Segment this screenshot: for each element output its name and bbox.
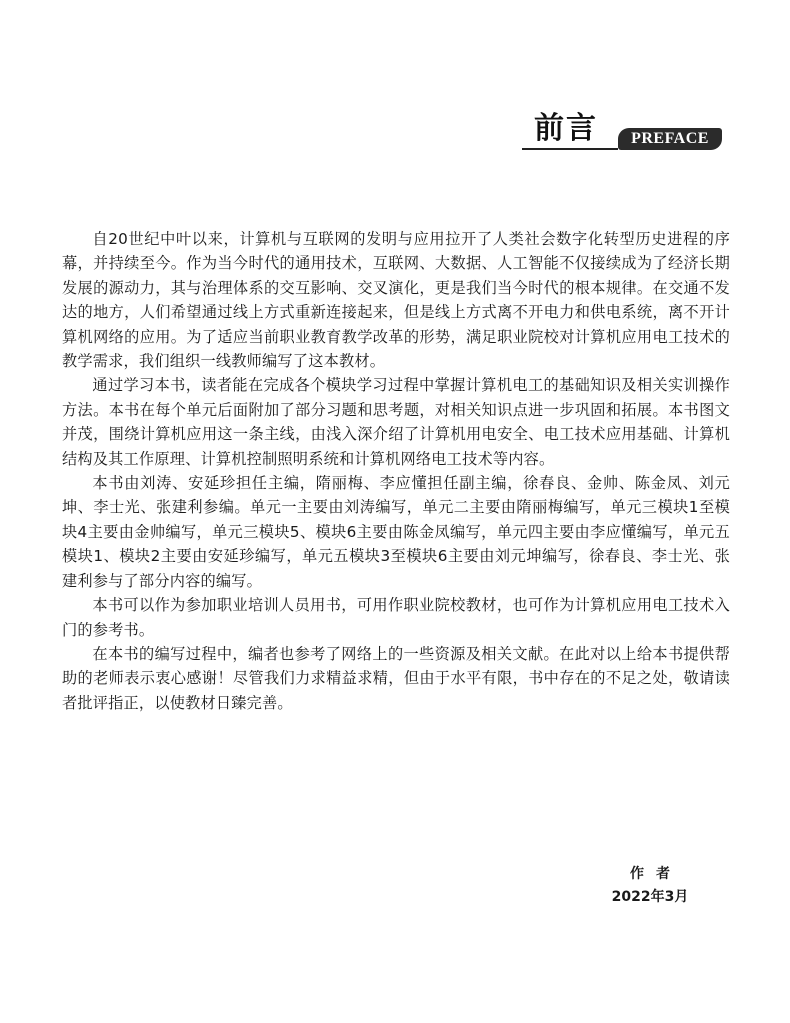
preface-badge: PREFACE: [618, 128, 722, 150]
paragraph-audience: 本书可以作为参加职业培训人员用书，可用作职业院校教材，也可作为计算机应用电工技术入门的参考书。: [62, 596, 730, 639]
signature-date: 2022年3月: [611, 889, 689, 905]
preface-heading: [522, 112, 722, 152]
paragraph-authors: 本书由刘涛、安延珍担任主编，隋丽梅、李应懂担任副主编，徐春良、金帅、陈金凤、刘元坤、李士光、张建利参编。单元一主要由刘涛编写，单元二主要由隋丽梅编写，单元三模块1至模块4主要由金帅编写，单元三模块5、模块6主要由陈金凤编写，单元四主要由李应懂编写，单元五模块1、模块2主要由安延珍编写，单元五模块3至模块6主要由刘元坤编写，徐春良、李士光、张建利参与了部分内容的编写。: [62, 474, 730, 590]
preface-body: [62, 227, 730, 715]
paragraph-intro: 自20世纪中叶以来，计算机与互联网的发明与应用拉开了人类社会数字化转型历史进程的序幕，并持续至今。作为当今时代的通用技术，互联网、大数据、人工智能不仅接续成为了经济长期发展的源动力，其与治理体系的交互影响、交叉演化，更是我们当今时代的根本规律。在交通不发达的地方，人们希望通过线上方式重新连接起来，但是线上方式离不开电力和供电系统，离不开计算机网络的应用。为了适应当前职业教育教学改革的形势，满足职业院校对计算机应用电工技术的教学需求，我们组织一线教师编写了这本教材。: [62, 230, 730, 371]
signature-author: 作者: [630, 866, 682, 882]
signature-block: [590, 863, 710, 909]
paragraph-learning: 通过学习本书，读者能在完成各个模块学习过程中掌握计算机电工的基础知识及相关实训操作方法。本书在每个单元后面附加了部分习题和思考题，对相关知识点进一步巩固和拓展。本书图文并茂，围绕计算机应用这一条主线，由浅入深介绍了计算机用电安全、电工技术应用基础、计算机结构及其工作原理、计算机控制照明系统和计算机网络电工技术等内容。: [62, 376, 730, 468]
preface-title: 前言: [534, 111, 598, 146]
heading-underline: [522, 148, 618, 150]
paragraph-acknowledgement: 在本书的编写过程中，编者也参考了网络上的一些资源及相关文献。在此对以上给本书提供帮助的老师表示衷心感谢！尽管我们力求精益求精，但由于水平有限，书中存在的不足之处，敬请读者批评指正，以使教材日臻完善。: [62, 644, 730, 712]
